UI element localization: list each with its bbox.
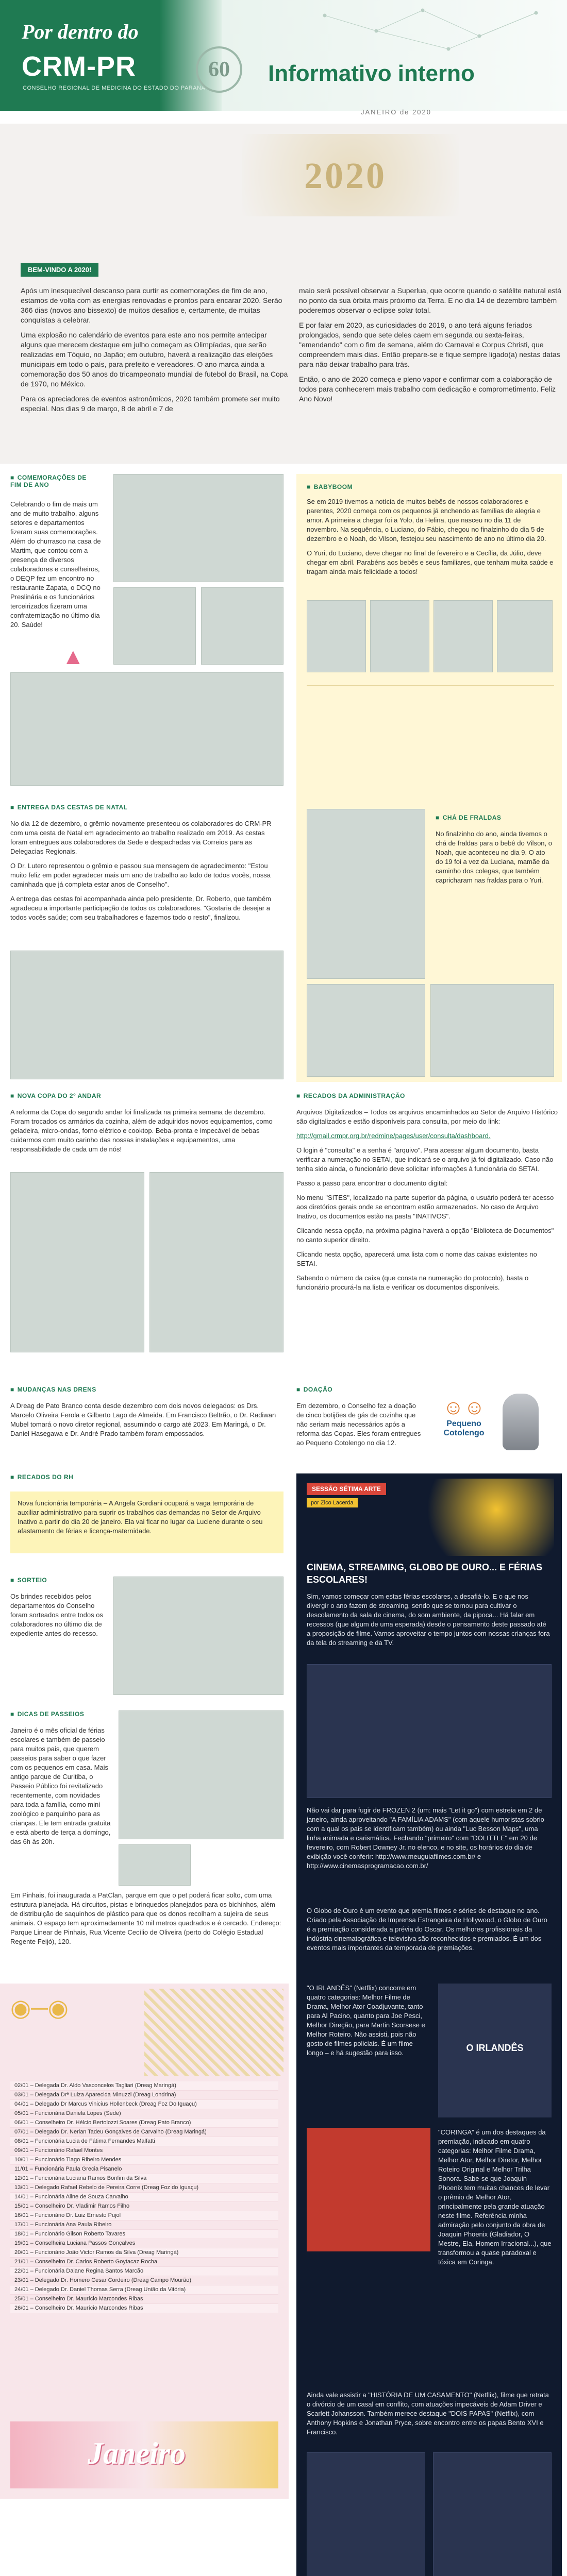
photo-party-hats [113, 587, 196, 665]
intro-section [0, 124, 567, 464]
comemoracoes-text: Celebrando o fim de mais um ano de muito trabalho, alguns setores e departamentos fizeram suas comemorações. Além do churrasco na casa de Martim, que contou com a presença de diversos colaboradores e conselheiros, o DEQP fez um encontro no restaurante Zapata, o DCQ no Preslinária e os funcionários terceirizados fizeram uma confraternização no último dia 20. Saúde! [10, 500, 101, 629]
aniversariantes-block [0, 1984, 289, 2499]
doacao-flag: ■ DOAÇÃO [296, 1386, 332, 1393]
list-item: 07/01 – Delegado Dr. Nerlan Tadeu Gonçalves de Carvalho (Dreag Maringá) [10, 2128, 278, 2137]
photo-kitchen-2 [149, 1172, 284, 1352]
list-item: 02/01 – Delegada Dr. Aldo Vasconcelos Tagliari (Dreag Maringá) [10, 2081, 278, 2091]
list-item: 13/01 – Delegado Rafael Rebelo de Pereira Corre (Dreag Foz do Iguaçu) [10, 2183, 278, 2193]
baby-photo-2 [370, 600, 429, 672]
sessao-irish: "O IRLANDÊS" (Netflix) concorre em quatro categorias: Melhor Filme de Drama, Melhor Ator Coadjuvante, tanto para Al Pacino, quanto para Joe Pesci, Melhor Direção, para Martin Scorsese e Melhor Roteiro. Não assisti, pois não gosto de filmes policiais. É um filme longo – e há sugestão para isso. [307, 1984, 425, 2057]
sorteio-flag: ■ SORTEIO [10, 1577, 47, 1584]
list-item: 25/01 – Conselheiro Dr. Maurício Marcondes Ribas [10, 2295, 278, 2304]
row-mudancas [0, 1386, 567, 1458]
edition-date: JANEIRO de 2020 [361, 108, 431, 116]
natal-text: No dia 12 de dezembro, o grêmio novamente presenteou os colaboradores do CRM-PR com uma cesta de Natal em agradecimento ao trabalho realizado em 2019. As cestas foram entregues aos colaboradores da Sede e despachadas via Correios para as Delegacias Regionais. O Dr. Lutero representou o grêmio e passou sua mensagem de agradecimento: "Estou muito feliz em poder agradecer mais um ano de trabalho ao lado de todos vocês, nossa caminhada que já completa estar anos de Conselho". A entrega das cestas foi acompanhada ainda pelo presidente, Dr. Roberto, que também agradeceu a importante participação de todos os colaboradores. "Gostaria de desejar a todos vocês saúde; com seu trabalhadores e fazemos todo o resto", finalizou. [10, 820, 272, 921]
divider [307, 685, 554, 686]
mudancas-text: A Dreag de Pato Branco conta desde dezembro com dois novos delegados: os Drs. Marcelo Oliveira Ferola e Gilberto Lago de Almeida. Em Francisco Beltrão, o Dr. Radiwan Mubel tomará o novo diretor regional, assumindo o cargo até 2023. Em Maringá, o Dr. Daniel Hasegawa e Dr. André Prado também foram empossados. [10, 1402, 276, 1437]
list-item: 24/01 – Delegado Dr. Daniel Thomas Serra (Dreag União da Vitória) [10, 2285, 278, 2295]
header [0, 0, 567, 118]
list-item: 03/01 – Delegada Drª Luiza Aparecida Minuzzi (Dreag Londrina) [10, 2091, 278, 2100]
photo-diapers-2 [307, 984, 425, 1077]
copa-block [10, 1092, 289, 1370]
baby-photo-3 [433, 600, 493, 672]
party-hat-icon: ▲ [62, 644, 85, 669]
adm-step-3: Clicando nesta opção, aparecerá uma lista com o nome das caixas existentes no SETAI. [296, 1250, 537, 1267]
baby-photo-1 [307, 600, 366, 672]
list-item: 10/01 – Funcionário Tiago Ribeiro Mendes [10, 2156, 278, 2165]
list-item: 17/01 – Funcionária Ana Paula Ribeiro [10, 2221, 278, 2230]
natal-block [10, 804, 289, 1082]
intro-right-column: maio será possível observar a Superlua, que ocorre quando o satélite natural está no ponto da sua órbita mais próximo da Terra. E no dia 14 de dezembro também poderemos observar o eclipse solar total. E por falar em 2020, as curiosidades do 2019, o ano terá alguns feriados prolongados, sendo que sete deles caem em segunda ou sexta-feiras, "emendando" com o fim de semana, além do Carnaval e Corpus Christi, que compreendem mais dias. Então prepare-se e fique sempre ligado(a) nestas datas para não deixar trabalho para trás. Então, o ano de 2020 começa e pleno vapor e confirmar com a colaboração de todos para conhecerem mais trabalho com dedicação e comprometimento. Feliz Ano Novo! [299, 286, 561, 403]
adm-block [296, 1092, 562, 1370]
sorteio-text: Os brindes recebidos pelos departamentos do Conselho foram sorteados entre todos os colaboradores no último dia de expediente antes do recesso. [10, 1592, 103, 1637]
comemoracoes-flag: ■ COMEMORAÇÕES DE FIM DE ANO [10, 474, 88, 488]
comemoracoes-block [10, 474, 289, 793]
copa-text: A reforma da Copa do segundo andar foi finalizada na primeira semana de dezembro. Foram trocados os armários da cozinha, além de adquiridos novos equipamentos, como geladeira, micro-ondas, forno elétrico e cooktop. Beba-pronta e impecável de bebas cuidarmos com muito carinho das nossas instalações e equipamentos, uma responsabilidade de cada um de nós! [10, 1108, 273, 1153]
doacao-text: Em dezembro, o Conselho fez a doação de cinco botijões de gás de cozinha que não seriam mais necessários após a reforma das Copas. Eles foram entregues ao Pequeno Cotolengo no dia 12. [296, 1402, 421, 1447]
gas-cylinder-icon [503, 1394, 539, 1450]
sessao-block [296, 1473, 562, 2576]
popcorn-illustration [410, 1479, 554, 1556]
photo-passeio-publico [119, 1710, 284, 1839]
photo-dog-park [119, 1844, 191, 1886]
list-item: 08/01 – Funcionária Lucia de Fátima Fernandes Malfatti [10, 2137, 278, 2146]
list-item: 26/01 – Conselheiro Dr. Maurício Marcondes Ribas [10, 2304, 278, 2313]
poster-joker [307, 2128, 430, 2251]
anniversary-60-logo: 60 [196, 46, 242, 93]
photo-diapers [307, 809, 425, 979]
intro-title-tag: BEM-VINDO A 2020! [21, 263, 98, 277]
adm-step-1: No menu "SITES", localizado na parte superior da página, o usuário poderá ter acesso aos diretórios gerais onde se encontram estão armazenados. No caso de Arquivo Inativo, os documentos estão na pasta "INATIVOS". [296, 1194, 554, 1220]
row-natal [0, 799, 567, 1087]
adm-link[interactable]: http://gmail.crmpr.org.br/redmine/pages/user/consulta/dashboard. [296, 1132, 491, 1140]
list-item: 12/01 – Funcionária Luciana Ramos Bonfim da Silva [10, 2174, 278, 2183]
row-copa [0, 1092, 567, 1376]
beach-decoration [144, 1989, 284, 2076]
dicas-flag: ■ DICAS DE PASSEIOS [10, 1710, 84, 1718]
sessao-title: CINEMA, STREAMING, GLOBO DE OURO... E FÉRIAS ESCOLARES! [307, 1562, 543, 1585]
sessao-byline: por Zico Lacerda [307, 1498, 358, 1507]
sorteio-block [10, 1577, 289, 1700]
sessao-p5: Ainda vale assistir a "HISTÓRIA DE UM CASAMENTO" (Netflix), filme que retrata o divórcio de um casal em conflito, com atuações impecáveis de Adam Driver e Scarlett Johansson. Também merece destaque "DOIS PAPAS" (Netflix), com Anthony Hopkins e Jonathan Pryce, sobre encontro entre os papas Bento XVI e Francisco. [307, 2391, 549, 2436]
list-item: 16/01 – Funcionário Dr. Luiz Ernesto Pujol [10, 2211, 278, 2221]
photo-dinner [201, 587, 284, 665]
sessao-flag: SESSÃO SÉTIMA ARTE [307, 1483, 386, 1495]
list-item: 21/01 – Conselheiro Dr. Carlos Roberto Goytacaz Rocha [10, 2258, 278, 2267]
adm-step-2: Clicando nessa opção, na próxima página haverá a opção "Biblioteca de Documentos" no canto superior direito. [296, 1227, 554, 1244]
sessao-p2: Não vai dar para fugir de FROZEN 2 (um: mais "Let it go") com estreia em 2 de janeiro, ainda aproveitando "A FAMÍLIA ADAMS" (com aquele humoristas sobrio com a qual os pais se identificam também) ou ainda "Luc Besson Maps", uma linha animada e carismática. Fechando "primeiro" com "DOLITTLE" em 20 de fevereiro, com Robert Downey Jr. no elenco, e no site, os horários do dia de exibição você conferir: http://www.meuguiafilmes.com.br/ e http://www.cinemasprogramacao.com.br/ [307, 1806, 544, 1870]
list-item: 19/01 – Conselheira Luciana Passos Gonçalves [10, 2239, 278, 2248]
new-year-2020-illustration [242, 134, 459, 216]
natal-flag: ■ ENTREGA DAS CESTAS DE NATAL [10, 804, 127, 811]
adm-flag: ■ RECADOS DA ADMINISTRAÇÃO [296, 1092, 405, 1099]
baby-photo-4 [497, 600, 553, 672]
list-item: 22/01 – Funcionária Daiane Regina Santos Marcão [10, 2267, 278, 2276]
poster-marriage-story [307, 2452, 425, 2576]
photo-christmas-baskets [10, 951, 284, 1079]
rh-box [10, 1492, 284, 1553]
list-item: 04/01 – Delegado Dr Marcus Vinicius Hollenbeck (Dreag Foz Do Iguaçu) [10, 2100, 278, 2109]
rh-flag: ■ RECADOS DO RH [10, 1473, 73, 1481]
poster-irishman: O IRLANDÊS [438, 1984, 552, 2117]
list-item: 20/01 – Funcionário João Victor Ramos da Silva (Dreag Maringá) [10, 2248, 278, 2258]
adm-step-4: Sabendo o número da caixa (que consta na numeração do protocolo), basta o funcionário procurá-la na lista e verificar os documentos disponíveis. [296, 1274, 529, 1291]
header-por-dentro: Por dentro do [22, 20, 139, 43]
photo-diapers-3 [430, 984, 554, 1077]
list-item: 05/01 – Funcionária Daniela Lopes (Sede) [10, 2109, 278, 2119]
janeiro-banner [10, 2421, 278, 2488]
network-decoration-icon [314, 0, 567, 57]
janeiro-title: Janeiro [88, 2436, 186, 2470]
adm-text: Arquivos Digitalizados – Todos os arquivos encaminhados ao Setor de Arquivo Histórico são digitalizados e estão disponíveis para consulta, por meio do link: http://gmail.crmpr.org.br/redmine/pages/user/consulta/dashboard. O login é "consulta" e a senha é "arquivo". Para acessar algum documento, basta verificar a numeração no SETAI, que indicará se o arquivo já foi digitalizado. Caso não tenha sido ainda, o funcionário deve solicitar informações à funcionária do SETAI. Passo a passo para encontrar o documento digital: No menu "SITES", localizado na parte superior da página, o usuário poderá ter acesso aos diretórios gerais onde se encontram estão armazenados. No caso de Arquivo Inativo, os documentos estão na pasta "INATIVOS". Clicando nessa opção, na próxima página haverá a opção "Biblioteca de Documentos" no canto superior direito. Clicando nesta opção, aparecerá uma lista com o nome das caixas existentes no SETAI. Sabendo o número da caixa (que consta na numeração do protocolo), basta o funcionário procurá-la na lista e verificar os documentos disponíveis. [296, 1108, 559, 1297]
cha-fraldas-text: No finalzinho do ano, ainda tivemos o chá de fraldas para o bebê do Vilson, o Noah, que aconteceu no dia 9. O ato do 19 foi a vez da Luciana, mamãe da caminho dos colegas, que também capricharam nas fraldas para o Yuri. [436, 830, 552, 884]
babyboom-flag: ■ BABYBOOM [307, 483, 353, 490]
dicas-block [10, 1710, 289, 1978]
photo-group-team [10, 672, 284, 786]
header-right-panel [222, 0, 567, 111]
poster-frozen [307, 1664, 552, 1798]
year-2020-graphic: 2020 [304, 155, 387, 196]
cha-fraldas-block [296, 732, 562, 1082]
list-item: 11/01 – Funcionária Paula Grecia Pisanelo [10, 2165, 278, 2174]
list-item: 06/01 – Conselheiro Dr. Hélcio Bertolozzi Soares (Dreag Pato Branco) [10, 2119, 278, 2128]
photo-group-party [113, 474, 284, 582]
list-item: 09/01 – Funcionário Rafael Montes [10, 2146, 278, 2156]
sessao-p1: Sim, vamos começar com estas férias escolares, a desafiá-lo. E o que nos divergir o ano fazem de streaming, sendo que se tornou para cultivar o descolamento da sala de cinema, do som ambiente, da pipoca... Há falar em recessos (que algum de uma esperada) desde o pensamento deste passado até a proposição de filme. Vamos aproveitar o tempo juntos com nossas crianças fora da tela do streaming e da TV. [307, 1592, 550, 1647]
babyboom-text: Se em 2019 tivemos a notícia de muitos bebês de nossos colaboradores e parentes, 2020 começa com os pequenos já enchendo as famílias de alegria e amor. A primeira a chegar foi a Yolo, da Helina, que nasceu no dia 11 de novembro. Na sequência, o Luciano, do Fábio, chegou no finalzinho do dia 5 de dezembro e o Noah, do Vilson, festejou seu nascimento de ano no último dia 20. O Yuri, do Luciano, deve chegar no final de fevereiro e a Cecília, da Júlio, deve chegar em abril. Parabéns aos bebês e seus familiares, que tenham muita saúde e tragam ainda mais felicidade a todos! [307, 498, 554, 575]
sessao-p4: "CORINGA" é um dos destaques da premiação, indicado em quatro categorias: Melhor Filme Drama, Melhor Ator, Melhor Diretor, Melhor Roteiro Original e Melhor Trilha Sonora. Sabe-se que Joaquin Phoenix tem muitas chances de levar o prêmio de Melhor Ator, principalmente pela grande atuação neste filme. Referência minha admiração pelo conjunto da obra de Joaquin Phoenix (Gladiador, O Mestre, Ela, Homem Irracional...), que transformou a quase paradoxal e tóxica em Coringa. [438, 2128, 552, 2266]
copa-flag: ■ NOVA COPA DO 2º ANDAR [10, 1092, 101, 1099]
list-item: 14/01 – Funcionária Aline de Souza Carvalho [10, 2193, 278, 2202]
header-crm-subtitle: CONSELHO REGIONAL DE MEDICINA DO ESTADO DO PARANÁ [23, 85, 206, 91]
children-icon: ☺☺ [443, 1396, 485, 1419]
list-item: 23/01 – Delegado Dr. Homero Cesar Cordeiro (Dreag Campo Mourão) [10, 2276, 278, 2285]
header-informativo-title: Informativo interno [268, 61, 475, 86]
sunglasses-icon: ◉─◉ [10, 1994, 69, 2021]
header-crm-title: CRM-PR [22, 51, 136, 82]
intro-left-column: Após um inesquecível descanso para curtir as comemorações de fim de ano, estamos de volta com as energias renovadas e prontos para encarar 2020. Serão 366 dias (novos ano bissexto) de muitos desafios e, certamente, de muitas conquistas a celebrar. Uma explosão no calendário de eventos para este ano nos permite antecipar alguns que merecem destaque em julho começam as Olimpíadas, que serão realizadas em Tóquio, no Japão; em outubro, haverá a realização das eleições municipais em todo o país, para prefeito e vereadores. O ano marca ainda a comemoração dos 50 anos do tricampeonato mundial de futebol do Brasil, na Copa de 1970, no México. Para os apreciadores de eventos astronômicos, 2020 também promete ser muito especial. Nos dias 9 de março, 8 de abril e 7 de [21, 286, 288, 413]
list-item: 15/01 – Conselheiro Dr. Vladimir Ramos Filho [10, 2202, 278, 2211]
dicas-text-2: Em Pinhais, foi inaugurada a PatClan, parque em que o pet poderá ficar solto, com uma estrutura planejada. Há circuitos, pistas e brinquedos planejados para os bichinhos, além de distribuição de saquinhos de plástico para que os donos recolham a sujeira de seus animais. O espaço tem aproximadamente 10 mil metros quadrados e é cercado. Endereço: Parque Linear de Pinhais, Rua Vicente Cecílio de Oliveira (perto do Colégio Estadual Regente Feijó), 120. [10, 1891, 281, 1945]
mudancas-flag: ■ MUDANÇAS NAS DRENS [10, 1386, 96, 1393]
photo-kitchen-1 [10, 1172, 144, 1352]
poster-two-popes [433, 2452, 552, 2576]
sessao-p3: O Globo de Ouro é um evento que premia filmes e séries de destaque no ano. Criado pela Associação de Imprensa Estrangeira de Hollywood, o Globo de Ouro é a premiação considerada a prévia do Oscar. Os melhores profissionais da indústria cinematográfica e televisiva são reconhecidos e premiados. É um dos eventos mais importantes da temporada de premiações. [307, 1907, 547, 1952]
aniversariantes-list [10, 2081, 278, 2313]
cha-fraldas-flag: ■ CHÁ DE FRALDAS [436, 814, 501, 821]
row-rh-sessao [0, 1473, 567, 2576]
list-item: 18/01 – Funcionário Gilson Roberto Tavares [10, 2230, 278, 2239]
rh-text: Nova funcionária temporária – A Angela Gordiani ocupará a vaga temporária de auxiliar administrativo para suprir os trabalhos das demandas no Setor de Arquivo Inativo a partir do dia 20 de janeiro. Ela vai ficar no lugar da Luciene durante o seu afastamento de férias e licença-maternidade. [18, 1499, 263, 1535]
photo-raffle [113, 1577, 284, 1695]
dicas-text: Janeiro é o mês oficial de férias escolares e também de passeio para muitos pais, que querem passeios para saber o que fazer com os pequenos em casa. Mais antigo parque de Curitiba, o Passeio Público foi revitalizado recentemente, com novidades para toda a família, como mini zoológico e parquinho para as crianças. Ele tem entrada gratuita e está aberto de terça a domingo, das 6h às 20h. [10, 1726, 111, 1845]
pequeno-cotolengo-logo: ☺☺ Pequeno Cotolengo [436, 1396, 492, 1448]
